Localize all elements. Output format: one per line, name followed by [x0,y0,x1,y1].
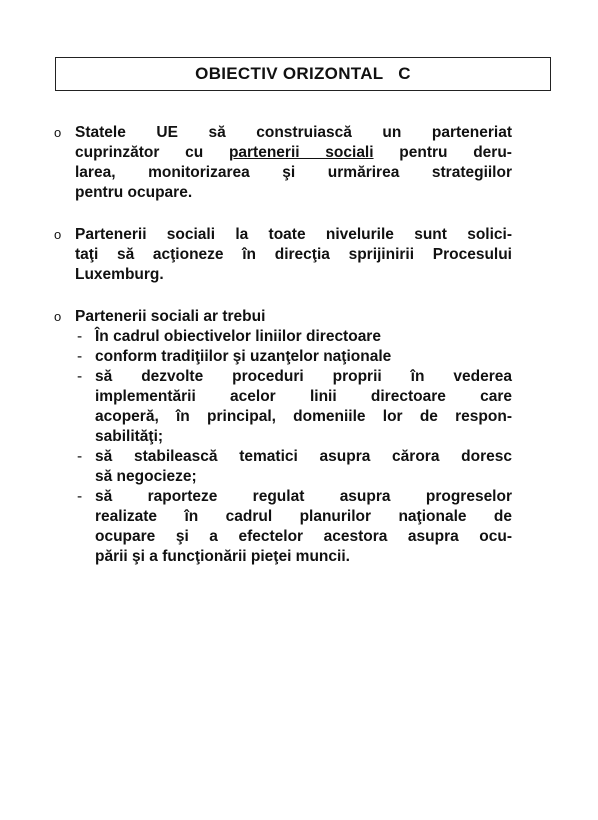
bullet-1-line-2 [75,143,512,163]
sub-item-2 [75,347,512,367]
sub-3-line-1: să dezvolte proceduri proprii în vederea [95,368,512,385]
bullet-item-1 [52,123,512,203]
sub-3-line-2: implementării acelor linii directoare care [95,388,512,405]
bullet-marker: o [54,227,62,242]
dash-marker: - [77,348,83,365]
sub-3-line-3: acoperă, în principal, domeniile lor de respon- [95,408,512,425]
bullet-1-line-3: larea, monitorizarea şi urmărirea strategiilor [75,164,512,181]
sub-3-line-4: sabilităţi; [95,428,164,445]
sub-item-4 [75,447,512,487]
sub-4-line-2: să negocieze; [95,468,197,485]
sub-5-line-2: realizate în cadrul planurilor naţionale de [95,508,512,525]
bullet-marker: o [54,309,62,324]
sub-item-1 [75,327,512,347]
bullet-3-intro: Partenerii sociali ar trebui [75,308,266,325]
bullet-1-line-2-pre: cuprinzător cu [75,144,229,161]
sub-5-line-3: ocupare şi a efectelor acestora asupra ocu- [95,528,512,545]
sub-5-line-1: să raporteze regulat asupra progreselor [95,488,512,505]
bullet-2-line-2: taţi să acţioneze în direcţia sprijinirii Procesului [75,246,512,263]
underlined-term: partenerii sociali [228,144,374,161]
sub-item-5 [75,487,512,567]
bullet-item-3 [52,307,512,567]
title-box [55,57,551,91]
dash-marker: - [77,328,83,345]
bullet-item-2 [52,225,512,285]
bullet-2-line-1: Partenerii sociali la toate nivelurile sunt solici- [75,226,512,243]
sub-list [75,327,512,567]
dash-marker: - [77,488,83,505]
sub-1-line-1: În cadrul obiectivelor liniilor directoare [95,328,381,345]
sub-4-line-1: să stabilească tematici asupra cărora doresc [95,448,512,465]
document-body [52,123,512,567]
page-title: OBIECTIV ORIZONTAL C [195,64,411,83]
bullet-1-line-4: pentru ocupare. [75,184,193,201]
sub-2-line-1: conform tradiţiilor şi uzanţelor naţionale [95,348,392,365]
bullet-marker: o [54,125,62,140]
dash-marker: - [77,368,83,385]
sub-item-3 [75,367,512,447]
dash-marker: - [77,448,83,465]
bullet-1-line-1: Statele UE să construiască un parteneriat [75,124,512,141]
sub-5-line-4: pării şi a funcţionării pieţei muncii. [95,548,350,565]
bullet-1-line-2-post: pentru deru- [373,144,512,161]
bullet-2-line-3: Luxemburg. [75,266,164,283]
